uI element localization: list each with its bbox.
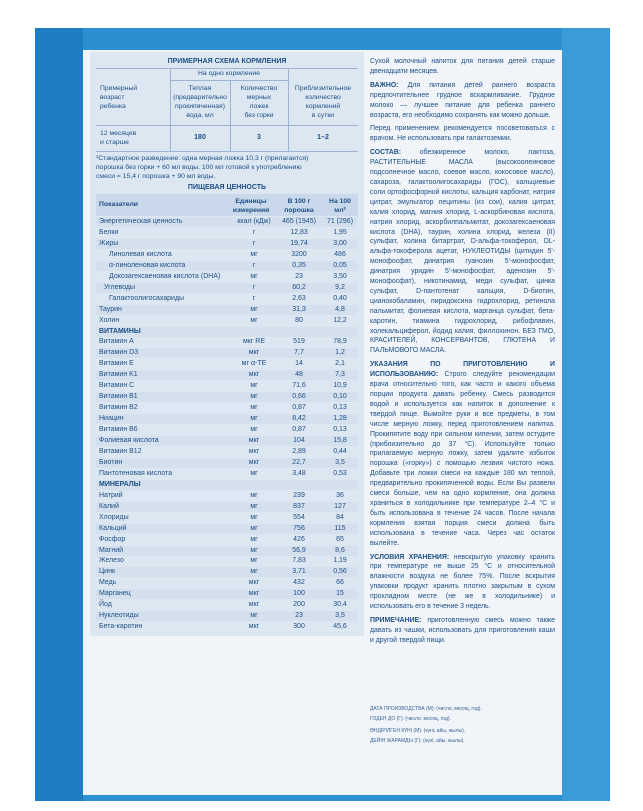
- row-per100ml: 84: [336, 513, 344, 521]
- row-per100ml: 45,6: [333, 623, 347, 631]
- row-per100g: 104: [293, 437, 305, 444]
- row-name: МИНЕРАЛЫ: [99, 480, 141, 488]
- nutrition-row: [96, 414, 358, 424]
- date-line-1: ДАТА ПРОИЗВОДСТВА (М): (число, месяц, год).: [370, 706, 482, 712]
- row-unit: мг: [250, 568, 258, 576]
- row-name: Таурин: [99, 305, 122, 313]
- nutrition-row: [96, 447, 358, 457]
- nutrition-row: [96, 217, 358, 227]
- row-per100g: 554: [293, 513, 305, 521]
- row-per100ml: 71 (296): [326, 218, 354, 225]
- nutrition-row: [96, 546, 358, 556]
- row-per100g: 756: [293, 524, 305, 532]
- nutrition-row: [96, 480, 358, 490]
- row-per100g: 0,35: [292, 261, 306, 269]
- row-unit: г: [252, 294, 256, 302]
- nutrition-row: [96, 294, 358, 304]
- nutrition-row: [96, 524, 358, 534]
- row-per100g: 300: [293, 623, 305, 631]
- row-name: Витамин B12: [99, 447, 142, 455]
- row-per100ml: 0,05: [333, 261, 347, 269]
- row-unit: мг: [250, 250, 258, 258]
- row-per100ml: 0,56: [333, 568, 347, 576]
- prep-text: УКАЗАНИЯ ПО ПРИГОТОВЛЕНИЮ И ИСПОЛЬЗОВАНИЮ: Строго следуйте рекомендации врача относительно того, как часто и какого объема порции продукта давать ребенку. Смесь разводится водой и используется как напиток в дополнение к твердой пище. Вымойте руки и все предметы, в том числе мерную ложку, перед приготовлением напитка. Прокипятите воду при сильном кипении, затем остудите (приблизительно до 37 °C). Используйте только прилагаемую мерную ложку, затем удалите избыток порошка («горку») с помощью лезвия чистого ножа. Добавьте три ложки смеси на каждые 180 мл теплой, предварительно прокипяченной воды. Если Вы развели смеси больше, чем на одно кормление, она должна храниться в холодильнике при температуре 2–4 °C и быть использована в течение 24 часов. После начала кормления взятая порция смеси должна быть использована в течение часа. Через час остаток вылейте.: [370, 361, 555, 547]
- row-name: Линолевая кислота: [109, 250, 172, 258]
- row-per100ml: 3,00: [333, 239, 347, 247]
- date-line-3: ӨНДІРІЛГЕН КҮНІ (М): (күні, айы, жылы).: [370, 728, 466, 734]
- row-per100g: 100: [293, 590, 305, 598]
- row-name: Витамин С: [99, 382, 135, 390]
- row-name: Витамин Е: [99, 360, 134, 368]
- nutrition-row: [96, 425, 358, 435]
- storage-text: УСЛОВИЯ ХРАНЕНИЯ: невскрытую упаковку хранить при температуре не выше 25 °C и относительной влажности воздуха не более 75%. После вскрытия упаковки продукт хранить плотно закрытым в сухом прохладном месте (не же в холодильнике) и использовать его в течение 3 недель.: [370, 553, 555, 611]
- row-unit: г: [252, 283, 256, 291]
- row-age: 12 месяцев и старше: [100, 130, 137, 146]
- nutrition-title: ПИЩЕВАЯ ЦЕННОСТЬ: [187, 184, 267, 191]
- row-per100g: 0,87: [292, 404, 306, 412]
- row-per100ml: 127: [334, 502, 346, 510]
- row-name: Магний: [99, 546, 124, 554]
- nutrition-row: [96, 272, 358, 282]
- row-per100ml: 1,2: [335, 349, 345, 357]
- row-per100g: 14: [295, 360, 303, 368]
- row-per100g: 19,74: [290, 239, 308, 247]
- date-line-2: ГОДЕН ДО (Г): (число, месяц, год).: [370, 716, 451, 722]
- row-per100ml: 15,8: [333, 437, 347, 444]
- row-per100g: 0,66: [292, 393, 306, 401]
- row-unit: мг: [250, 415, 258, 423]
- row-name: Марганец: [99, 590, 131, 598]
- row-unit: мг: [250, 382, 258, 390]
- row-per100ml: 9,2: [335, 283, 345, 291]
- row-unit: г: [252, 228, 256, 236]
- nutrition-row: [96, 305, 358, 315]
- row-name: Фолиевая кислота: [99, 437, 159, 444]
- row-name: Биотин: [99, 458, 123, 466]
- row-name: Углеводы: [104, 283, 136, 291]
- row-per100g: 12,83: [290, 228, 308, 236]
- row-name: Медь: [99, 579, 117, 587]
- date-line-4: ДЕЙІН ЖАРАМДЫ (Г): (күні, айы, жылы).: [370, 738, 465, 744]
- row-unit: мкг: [248, 371, 260, 379]
- nutrition-row: [96, 359, 358, 369]
- row-name: Ниацин: [99, 415, 124, 423]
- row-per100g: 465 (1945): [282, 218, 316, 225]
- row-unit: мг: [250, 546, 258, 554]
- nutrition-row: [96, 589, 358, 599]
- row-per100ml: 3,5: [335, 458, 345, 466]
- row-unit: мкг: [248, 458, 260, 466]
- row-unit: мг: [250, 535, 258, 543]
- row-unit: мкг: [248, 579, 260, 587]
- row-unit: мкг RE: [242, 338, 266, 346]
- nutrition-row: [96, 556, 358, 566]
- row-name: Цинк: [99, 568, 116, 576]
- row-name: Докозагексаеновая кислота (DHA): [109, 272, 221, 280]
- row-per100g: 80: [295, 316, 303, 324]
- row-name: Витамин D3: [99, 349, 139, 357]
- row-per100ml: 12,2: [333, 316, 347, 324]
- nutrition-row: [96, 348, 358, 358]
- col-age-header: Примерный возраст ребенка: [100, 85, 138, 110]
- row-per100ml: 65: [336, 535, 344, 543]
- row-per100ml: 7,3: [335, 371, 345, 379]
- row-name: Бета-каротин: [99, 623, 143, 631]
- nutrition-row: [96, 611, 358, 621]
- row-per100ml: 0,44: [333, 447, 347, 455]
- row-per100ml: 15: [336, 590, 344, 598]
- nutrition-row: [96, 600, 358, 610]
- nutrition-row: [96, 239, 358, 249]
- row-name: ВИТАМИНЫ: [99, 327, 141, 335]
- row-unit: г: [252, 239, 256, 247]
- row-name: Йод: [99, 601, 112, 609]
- intro-text: Сухой молочный напиток для питания детей старше двенадцати месяцев.: [370, 58, 555, 75]
- row-name: Витамин B1: [99, 393, 138, 401]
- row-unit: мг: [250, 557, 258, 565]
- nutrition-row: [96, 458, 358, 468]
- row-per100g: 56,9: [292, 546, 306, 554]
- row-per100ml: 66: [336, 579, 344, 587]
- row-per100g: 239: [293, 491, 305, 499]
- row-per100g: 432: [293, 579, 305, 587]
- row-per100ml: 0,13: [333, 404, 347, 412]
- nutrition-row: [96, 228, 358, 238]
- row-unit: мкг: [248, 437, 260, 444]
- row-per100ml: 2,1: [335, 360, 345, 368]
- row-name: Натрий: [99, 491, 123, 499]
- row-water: 180: [194, 134, 206, 141]
- row-per100ml: 3,50: [333, 272, 347, 280]
- row-name: Энергетическая ценность: [99, 218, 183, 225]
- row-name: Витамин B6: [99, 426, 138, 434]
- composition-text: СОСТАВ: обезжиренное молоко, лактоза, РАСТИТЕЛЬНЫЕ МАСЛА (высокоолеиновое подсолнечное масло, соевое масло, кокосовое масло), сахароза, галактоолигосахариды (ГОС), кальциевые соли ортофосфорной кислоты, кальция карбонат, натрия цитрат, эмульгатор лецитины (из сои), калия цитрат, калия хлорид, магния хлорид, L-аскорбиновая кислота, натрия хлорид, аскорбилпальмитат, докозагексаеновая кислота (DHA), таурин, холина хлорид, железа (II) сульфат, холина битартрат, D-альфа-токоферол, DL-альфа-токоферола ацетат, НУКЛЕОТИДЫ (цитидин 5'-монофосфат, динатрия гуанозин 5'-монофосфат, динатрия уридин 5'-монофосфат, аденозин 5'-монофосфат), никотинамид, меди сульфат, цинка сульфат, D-пантотенат кальция, D-биотин, цианокобаламин, пиридоксина гидрохлорид, ретинола пальмитат, фолиевая кислота, марганца сульфат, бета-каротин, тиамина гидрохлорид, рибофлавин, холекальциферол, йодид калия, филлохинон. БЕЗ ГМО, КРАСИТЕЛЕЙ, КОНСЕРВАНТОВ, ГЛЮТЕНА И ПАЛЬМОВОГО МАСЛА.: [370, 149, 555, 355]
- row-unit: мг: [250, 393, 258, 401]
- row-unit: мкг: [248, 601, 260, 609]
- row-per100ml: 4,8: [335, 305, 345, 313]
- row-unit: мкг: [248, 447, 260, 455]
- nutrition-row: [96, 381, 358, 391]
- row-name: Фосфор: [99, 535, 126, 543]
- row-name: Белки: [99, 228, 119, 236]
- row-per100ml: 1,28: [333, 415, 347, 423]
- row-per100g: 0,87: [292, 426, 306, 434]
- nutrition-row: [96, 535, 358, 545]
- row-per100ml: 36: [336, 491, 344, 499]
- row-per100g: 3,71: [292, 568, 306, 576]
- row-unit: мг: [250, 491, 258, 499]
- row-per100ml: 78,9: [333, 338, 347, 346]
- row-unit: мкг: [248, 590, 260, 598]
- package-edge-left: [35, 28, 83, 801]
- row-per100g: 60,2: [292, 283, 306, 291]
- row-name: Нуклеотиды: [99, 612, 139, 620]
- important-text: ВАЖНО: Для питания детей раннего возраста предпочтительнее грудное вскармливание. Грудное молоко — лучшее питание для ребенка раннего возраста, его необходимо сохранять как можно дольше.: [370, 81, 555, 119]
- feeding-title: ПРИМЕРНАЯ СХЕМА КОРМЛЕНИЯ: [167, 58, 287, 65]
- row-name: Жиры: [99, 239, 119, 247]
- row-per100g: 837: [293, 502, 305, 510]
- package-edge-right: [562, 28, 610, 801]
- row-per100ml: 10,9: [333, 382, 347, 390]
- row-unit: мг: [250, 502, 258, 510]
- row-unit: ккал (кДж): [237, 218, 271, 225]
- row-per100ml: 3,5: [335, 612, 345, 620]
- note-text: ПРИМЕЧАНИЕ: приготовленную смесь можно также давать из чашки, использовать для приготовления каши и другой твердой пищи.: [370, 616, 555, 644]
- row-unit: мг: [250, 272, 258, 280]
- row-per100g: 22,7: [292, 458, 306, 466]
- row-per100g: 2,89: [292, 447, 306, 455]
- row-per100g: 2,63: [292, 294, 306, 302]
- nutrition-row: [96, 327, 358, 337]
- row-per100g: 71,6: [292, 382, 306, 390]
- row-unit: мг: [250, 305, 258, 313]
- nutrition-row: [96, 502, 358, 512]
- row-per100ml: 0,53: [333, 469, 347, 477]
- row-name: Холин: [99, 316, 120, 324]
- row-per100ml: 1,19: [333, 557, 347, 565]
- consult-text: Перед применением рекомендуется посоветоваться с врачом. Не использовать при галактоземии.: [370, 125, 555, 143]
- feeding-footnote: ¹Стандартное разведение: одна мерная ложка 10,3 г (прилагается) порошка без горки + 60 мл воды. 100 мл готовой к употреблению смеси = 15,4 г порошка + 90 мл воды.: [96, 155, 309, 180]
- nutrition-row: [96, 403, 358, 413]
- row-per100ml: 8,6: [335, 546, 345, 554]
- row-per100g: 3200: [291, 250, 307, 258]
- row-per100g: 48: [295, 371, 303, 379]
- nutrition-row: [96, 622, 358, 632]
- row-unit: мг: [250, 316, 258, 324]
- row-name: Галактоолигосахариды: [109, 294, 185, 302]
- row-count: 1–2: [317, 134, 329, 141]
- nutrition-row: [96, 261, 358, 271]
- row-spoons: 3: [257, 134, 261, 141]
- row-per100ml: 486: [334, 250, 346, 258]
- h-per100g: В 100 г порошка: [284, 198, 314, 214]
- h-units: Единицы измерения: [232, 198, 270, 214]
- nutrition-row: [96, 316, 358, 326]
- nutrition-row: [96, 513, 358, 523]
- row-per100g: 23: [295, 612, 303, 620]
- row-unit: мг α-TE: [241, 360, 267, 368]
- row-name: Пантотеновая кислота: [99, 469, 173, 477]
- h-indicators: Показатели: [99, 201, 138, 208]
- right-column: [370, 57, 555, 650]
- row-unit: мг: [250, 404, 258, 412]
- row-per100g: 3,48: [292, 469, 306, 477]
- nutrition-row: [96, 567, 358, 577]
- row-name: Хлориды: [99, 513, 129, 521]
- nutrition-row: [96, 370, 358, 380]
- col-count-header: Приблизительное количество кормлений в сутки: [294, 85, 352, 119]
- col-one-feeding-header: На одно кормление: [198, 70, 260, 77]
- nutrition-row: [96, 469, 358, 479]
- row-name: Калий: [99, 502, 119, 510]
- row-name: Железо: [99, 557, 124, 565]
- row-unit: мг: [250, 426, 258, 434]
- row-per100g: 23: [295, 272, 303, 280]
- row-name: Кальций: [99, 524, 127, 532]
- row-name: Витамин А: [99, 338, 134, 346]
- row-per100ml: 1,95: [333, 228, 347, 236]
- row-per100ml: 0,40: [333, 294, 347, 302]
- row-per100g: 31,3: [292, 305, 306, 313]
- col-spoons-header: Количество мерных ложек без горки: [240, 85, 278, 119]
- row-per100ml: 0,13: [333, 426, 347, 434]
- row-name: Витамин K1: [99, 371, 138, 379]
- row-per100g: 8,42: [292, 415, 306, 423]
- row-per100ml: 0,10: [333, 393, 347, 401]
- row-name: α-линоленовая кислота: [109, 261, 186, 269]
- nutrition-row: [96, 337, 358, 347]
- h-per100ml: На 100 мл²: [329, 198, 351, 214]
- row-unit: г: [252, 261, 256, 269]
- nutrition-row: [96, 392, 358, 402]
- nutrition-row: [96, 578, 358, 588]
- row-per100ml: 115: [334, 524, 346, 532]
- row-name: Витамин B2: [99, 404, 138, 412]
- col-water-header: Теплая (предварительно прокипяченная) вода, мл: [173, 85, 227, 119]
- nutrition-row: [96, 283, 358, 293]
- row-per100g: 519: [293, 338, 305, 346]
- row-per100g: 7,83: [292, 557, 306, 565]
- row-unit: мг: [250, 524, 258, 532]
- row-per100g: 7,7: [294, 349, 304, 357]
- row-per100g: 200: [293, 601, 305, 609]
- row-per100g: 426: [293, 535, 305, 543]
- row-unit: мг: [250, 513, 258, 521]
- nutrition-row: [96, 491, 358, 501]
- row-per100ml: 30,4: [333, 601, 347, 609]
- nutrition-row: [96, 436, 358, 446]
- row-unit: мг: [250, 469, 258, 477]
- row-unit: мг: [250, 612, 258, 620]
- row-unit: мкг: [248, 349, 260, 357]
- row-unit: мкг: [248, 623, 260, 631]
- nutrition-row: [96, 250, 358, 260]
